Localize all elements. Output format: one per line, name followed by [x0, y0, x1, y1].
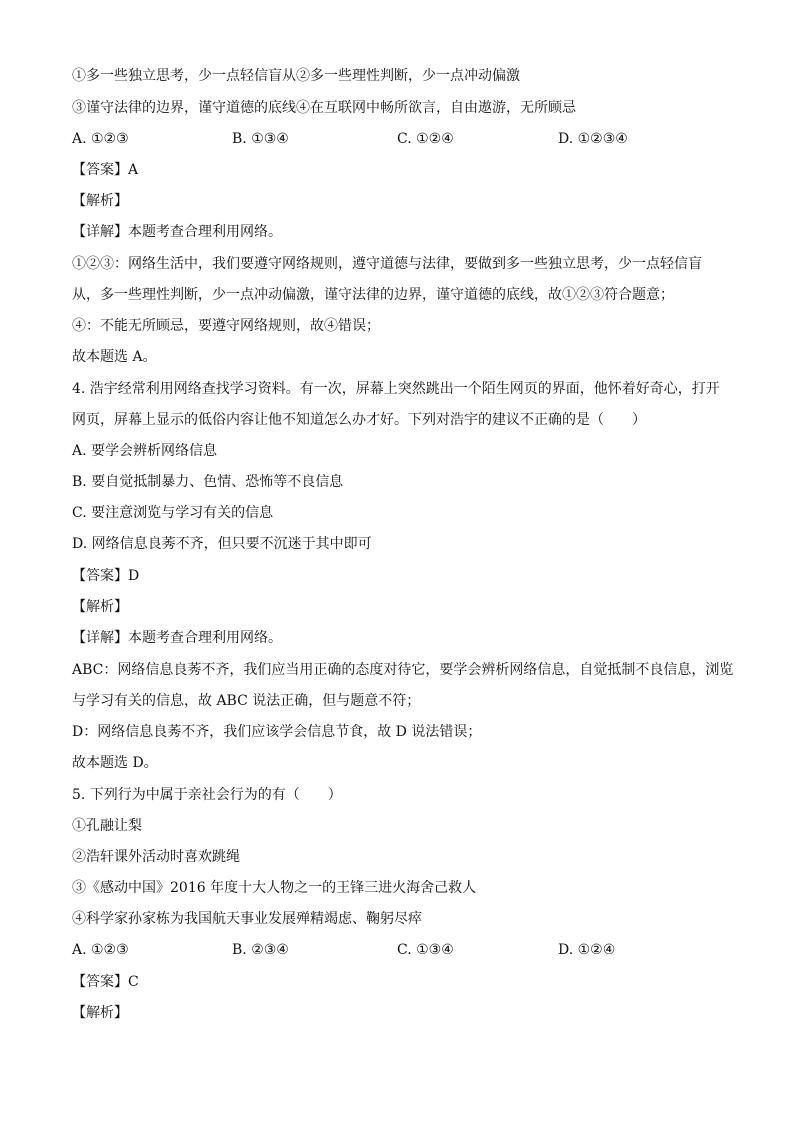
q5-item-3: ③《感动中国》2016 年度十大人物之一的王锋三进火海舍己救人	[72, 880, 477, 896]
q4-explanation-line-2: 与学习有关的信息，故 ABC 说法正确，但与题意不符；	[72, 693, 421, 709]
q3-answer: 【答案】A	[72, 162, 139, 178]
q5-item-4: ④科学家孙家栋为我国航天事业发展殚精竭虑、鞠躬尽瘁	[72, 911, 422, 927]
q5-item-1: ①孔融让梨	[72, 818, 142, 834]
q4-option-c: C. 要注意浏览与学习有关的信息	[72, 505, 274, 521]
q3-explanation-line-3: ④：不能无所顾忌，要遵守网络规则，故④错误；	[72, 318, 380, 334]
q4-option-d: D. 网络信息良莠不齐，但只要不沉迷于其中即可	[72, 536, 372, 552]
q5-analysis-heading: 【解析】	[72, 1005, 128, 1021]
q4-explanation-line-1: ABC：网络信息良莠不齐，我们应当用正确的态度对待它，要学会辨析网络信息，自觉抵制不良信息，浏览	[72, 662, 734, 678]
q3-explanation-line-1: ①②③：网络生活中，我们要遵守网络规则，遵守道德与法律，要做到多一些独立思考，少一点轻信盲	[72, 256, 702, 272]
q3-option-d: D. ①②③④	[558, 131, 628, 147]
q4-analysis-heading: 【解析】	[72, 599, 128, 615]
q5-options	[72, 940, 732, 960]
q4-stem-line-1: 4. 浩宇经常利用网络查找学习资料。有一次，屏幕上突然跳出一个陌生网页的界面，他怀着好奇心，打开	[72, 381, 720, 397]
q3-conclusion: 故本题选 A。	[72, 349, 157, 365]
q5-option-d: D. ①②④	[558, 942, 616, 958]
q5-stem: 5. 下列行为中属于亲社会行为的有（ ）	[72, 787, 342, 803]
q3-statement-line-2: ③谨守法律的边界，谨守道德的底线④在互联网中畅所欲言，自由遨游，无所顾忌	[72, 100, 576, 116]
q3-analysis-heading: 【解析】	[72, 193, 128, 209]
q4-explanation-line-3: D：网络信息良莠不齐，我们应该学会信息节食，故 D 说法错误；	[72, 724, 482, 740]
q5-item-2: ②浩轩课外活动时喜欢跳绳	[72, 849, 240, 865]
q3-detail-heading: 【详解】本题考查合理利用网络。	[72, 224, 282, 240]
q3-explanation-line-2: 从，多一些理性判断，少一点冲动偏激，谨守法律的边界，谨守道德的底线，故①②③符合题意；	[72, 287, 674, 303]
q4-answer: 【答案】D	[72, 568, 140, 584]
q5-option-a: A. ①②③	[72, 942, 129, 958]
q3-option-c: C. ①②④	[397, 131, 454, 147]
q5-option-c: C. ①③④	[397, 942, 454, 958]
q3-option-b: B. ①③④	[232, 131, 289, 147]
q3-option-a: A. ①②③	[72, 131, 129, 147]
q4-option-b: B. 要自觉抵制暴力、色情、恐怖等不良信息	[72, 474, 344, 490]
q4-stem-line-2: 网页，屏幕上显示的低俗内容让他不知道怎么办才好。下列对浩宇的建议不正确的是（ ）	[72, 412, 646, 428]
q3-statement-line-1: ①多一些独立思考，少一点轻信盲从②多一些理性判断，少一点冲动偏激	[72, 68, 520, 84]
q4-option-a: A. 要学会辨析网络信息	[72, 443, 218, 459]
q3-options	[72, 129, 732, 149]
q5-answer: 【答案】C	[72, 974, 139, 990]
q4-conclusion: 故本题选 D。	[72, 755, 158, 771]
q4-detail-heading: 【详解】本题考查合理利用网络。	[72, 630, 282, 646]
q5-option-b: B. ②③④	[232, 942, 289, 958]
